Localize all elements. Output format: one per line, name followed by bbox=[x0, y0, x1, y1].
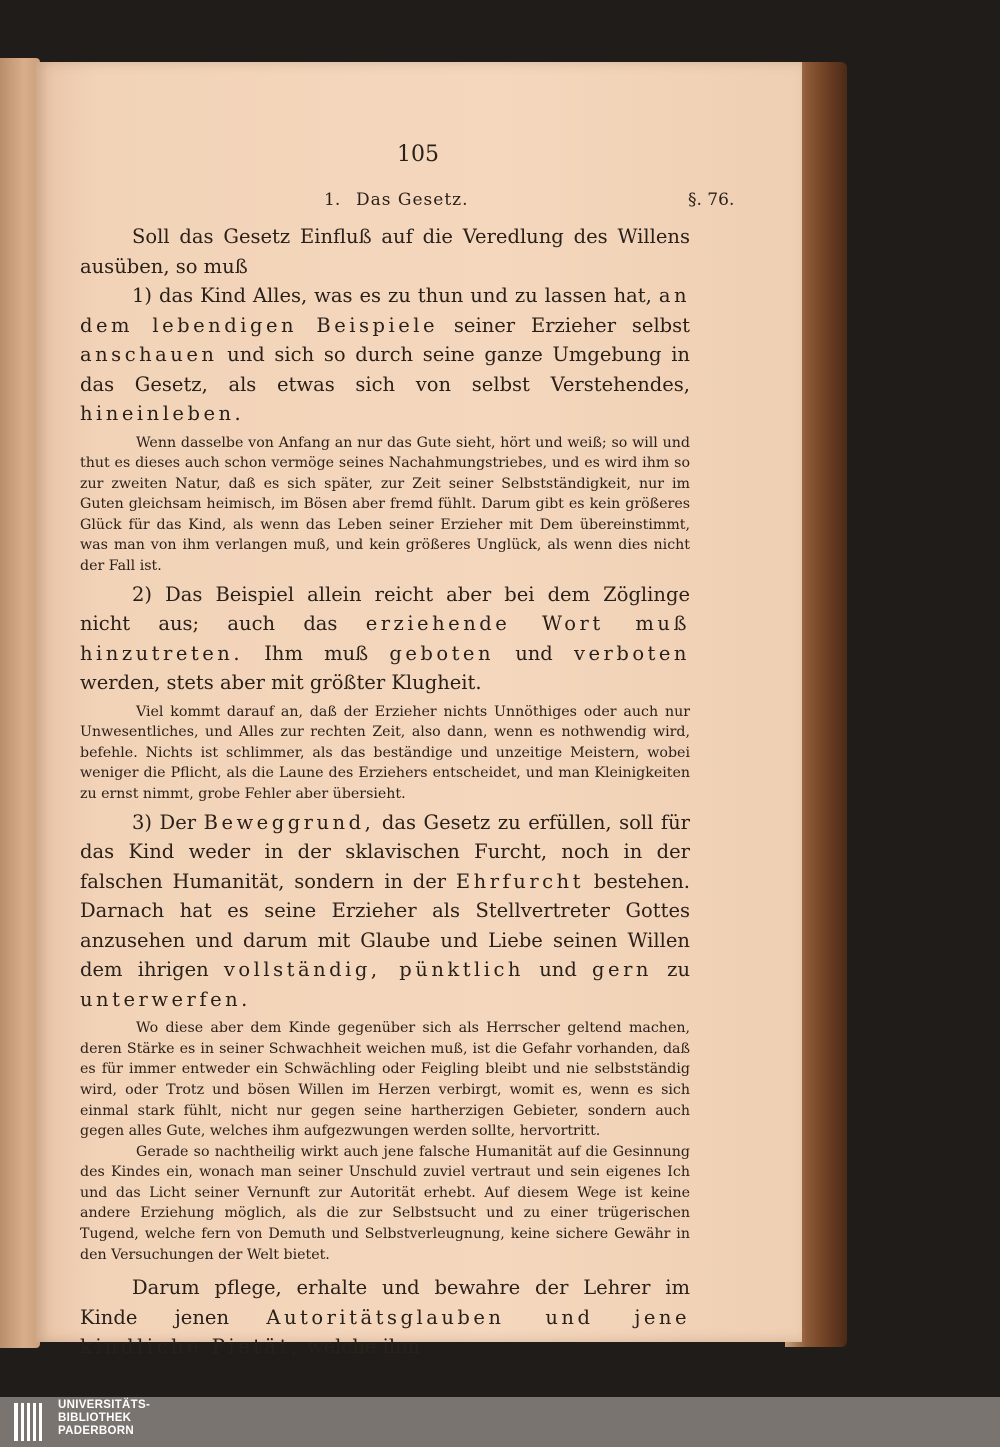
spaced-text: Ehrfurcht bbox=[455, 869, 584, 893]
page-number: 105 bbox=[397, 142, 439, 167]
library-name bbox=[58, 1399, 150, 1438]
paragraph-rule-2 bbox=[80, 580, 690, 698]
spaced-text: verboten bbox=[573, 641, 690, 665]
text-span: Soll das Gesetz Einfluß auf die Veredlung des Willens ausüben, so muß bbox=[80, 225, 690, 278]
text-span: und sich so durch seine ganze Umgebung in das Gesetz, als etwas sich von selbst Verstehendes, bbox=[80, 343, 690, 396]
text-span: werden, stets aber mit größter Klugheit. bbox=[80, 671, 482, 695]
text-span: welche ihm bbox=[300, 1335, 420, 1359]
chapter-number: 1. bbox=[324, 190, 341, 210]
library-name-line: BIBLIOTHEK bbox=[58, 1412, 132, 1424]
note-rule-2: Viel kommt darauf an, daß der Erzieher nichts Unnöthiges oder auch nur Unwesentliches, und Alles zur rechten Zeit, also dann, wenn es nothwendig wird, befehle. Nichts ist schlimmer, als das beständige und unzeitige Meistern, wobei weniger die Pflicht, als die Laune des Erziehers entscheidet, und man Kleinigkeiten zu ernst nimmt, grobe Fehler aber übersieht. bbox=[80, 703, 690, 803]
spaced-text: gern bbox=[592, 958, 652, 982]
paragraph-rule-3 bbox=[80, 808, 690, 1015]
text-span: Ihm muß bbox=[243, 641, 390, 665]
paragraph-rule-1 bbox=[80, 281, 690, 429]
spaced-text: unterwerfen. bbox=[80, 987, 251, 1011]
book-page bbox=[36, 62, 802, 1359]
spaced-text: hineinleben. bbox=[80, 402, 245, 425]
library-name-line: UNIVERSITÄTS- bbox=[58, 1399, 151, 1411]
text-span: und bbox=[494, 641, 574, 665]
text-span: bestehen. Darnach hat es seine Erzieher als Stellvertreter Gottes anzusehen und darum mit Glaube und Liebe seinen Willen dem ihrigen bbox=[80, 869, 690, 982]
note-rule-3a: Wo diese aber dem Kinde gegenüber sich als Herrscher geltend machen, deren Stärke es in seiner Schwachheit weichen muß, ist die Gefahr vorhanden, daß es für immer entweder ein Schwächling oder Feigling bleibt und nie selbstständig wird, oder Trotz und bösen Willen im Herzen verbirgt, womit es, wenn es sich einmal stark fühlt, nicht nur gegen seine hartherzigen Gebieter, sondern auch gegen alles Gute, welches ihm aufgezwungen werden sollte, hervortritt. bbox=[80, 1020, 690, 1140]
section-mark: §. 76. bbox=[688, 190, 735, 210]
note-rule-3b: Gerade so nachtheilig wirkt auch jene falsche Humanität auf die Gesinnung des Kindes ein, wonach man seiner Unschuld zuviel vertraut und sein eigenes Ich und das Licht seiner Vernunft zur Autorität erhebt. Auf diesem Wege ist keine andere Erziehung möglich, als die zur Selbstsucht und zu einer trügerischen Tugend, welche fern von Demuth und Selbstverleugnung, keine sichere Gewähr in den Versuchungen der Welt bietet. bbox=[80, 1143, 690, 1263]
text-span: Darum pflege, erhalte und bewahre der Lehrer im Kinde jenen bbox=[80, 1276, 690, 1329]
note-rule-1: Wenn dasselbe von Anfang an nur das Gute sieht, hört und weiß; so will und thut es dieses auch schon vermöge seines Nachahmungstriebes, und es wird ihm so zur zweiten Natur, daß es sich später, zur Zeit seiner Selbstständigkeit, nur im Guten gleichsam heimisch, im Bösen aber fremd fühlt. Darum gibt es kein größeres Glück für das Kind, als wenn das Leben seiner Erzieher mit Dem übereinstimmt, was man von ihm verlangen muß, und kein größeres Unglück, als wenn dies nicht der Fall ist. bbox=[80, 434, 690, 575]
spaced-text: Beweggrund, bbox=[203, 810, 375, 834]
text-span: 3) Der bbox=[132, 810, 204, 834]
text-span: das Gesetz zu erfüllen, soll für das Kind weder in der sklavischen Furcht, noch in der falschen Humanität, sondern in der bbox=[80, 810, 690, 893]
library-logo-icon bbox=[12, 1401, 50, 1443]
spaced-text: Autoritätsglauben und jene kindliche Pietät, bbox=[80, 1305, 690, 1359]
text-span: 1) das Kind Alles, was es zu thun und zu lassen hat, bbox=[132, 284, 659, 307]
spaced-text: an dem lebendigen Beispiele bbox=[80, 284, 690, 337]
library-name-line: PADERBORN bbox=[58, 1425, 134, 1437]
paragraph-intro bbox=[80, 222, 690, 281]
left-page-edge bbox=[0, 58, 40, 1348]
page-body bbox=[80, 222, 690, 1362]
spaced-text: vollständig, pünktlich bbox=[223, 958, 524, 982]
spaced-text: erziehende Wort muß hinzutreten. bbox=[80, 612, 690, 665]
text-span: und bbox=[524, 958, 593, 982]
text-span: seiner Erzieher selbst bbox=[438, 313, 691, 337]
text-span: 2) Das Beispiel allein reicht aber bei dem Zöglinge nicht aus; auch das bbox=[80, 582, 690, 636]
spaced-text: anschauen bbox=[80, 343, 218, 366]
spaced-text: geboten bbox=[389, 641, 495, 665]
text-span: zu bbox=[651, 958, 691, 982]
paragraph-conclusion bbox=[80, 1273, 690, 1362]
chapter-title: Das Gesetz. bbox=[356, 190, 469, 210]
